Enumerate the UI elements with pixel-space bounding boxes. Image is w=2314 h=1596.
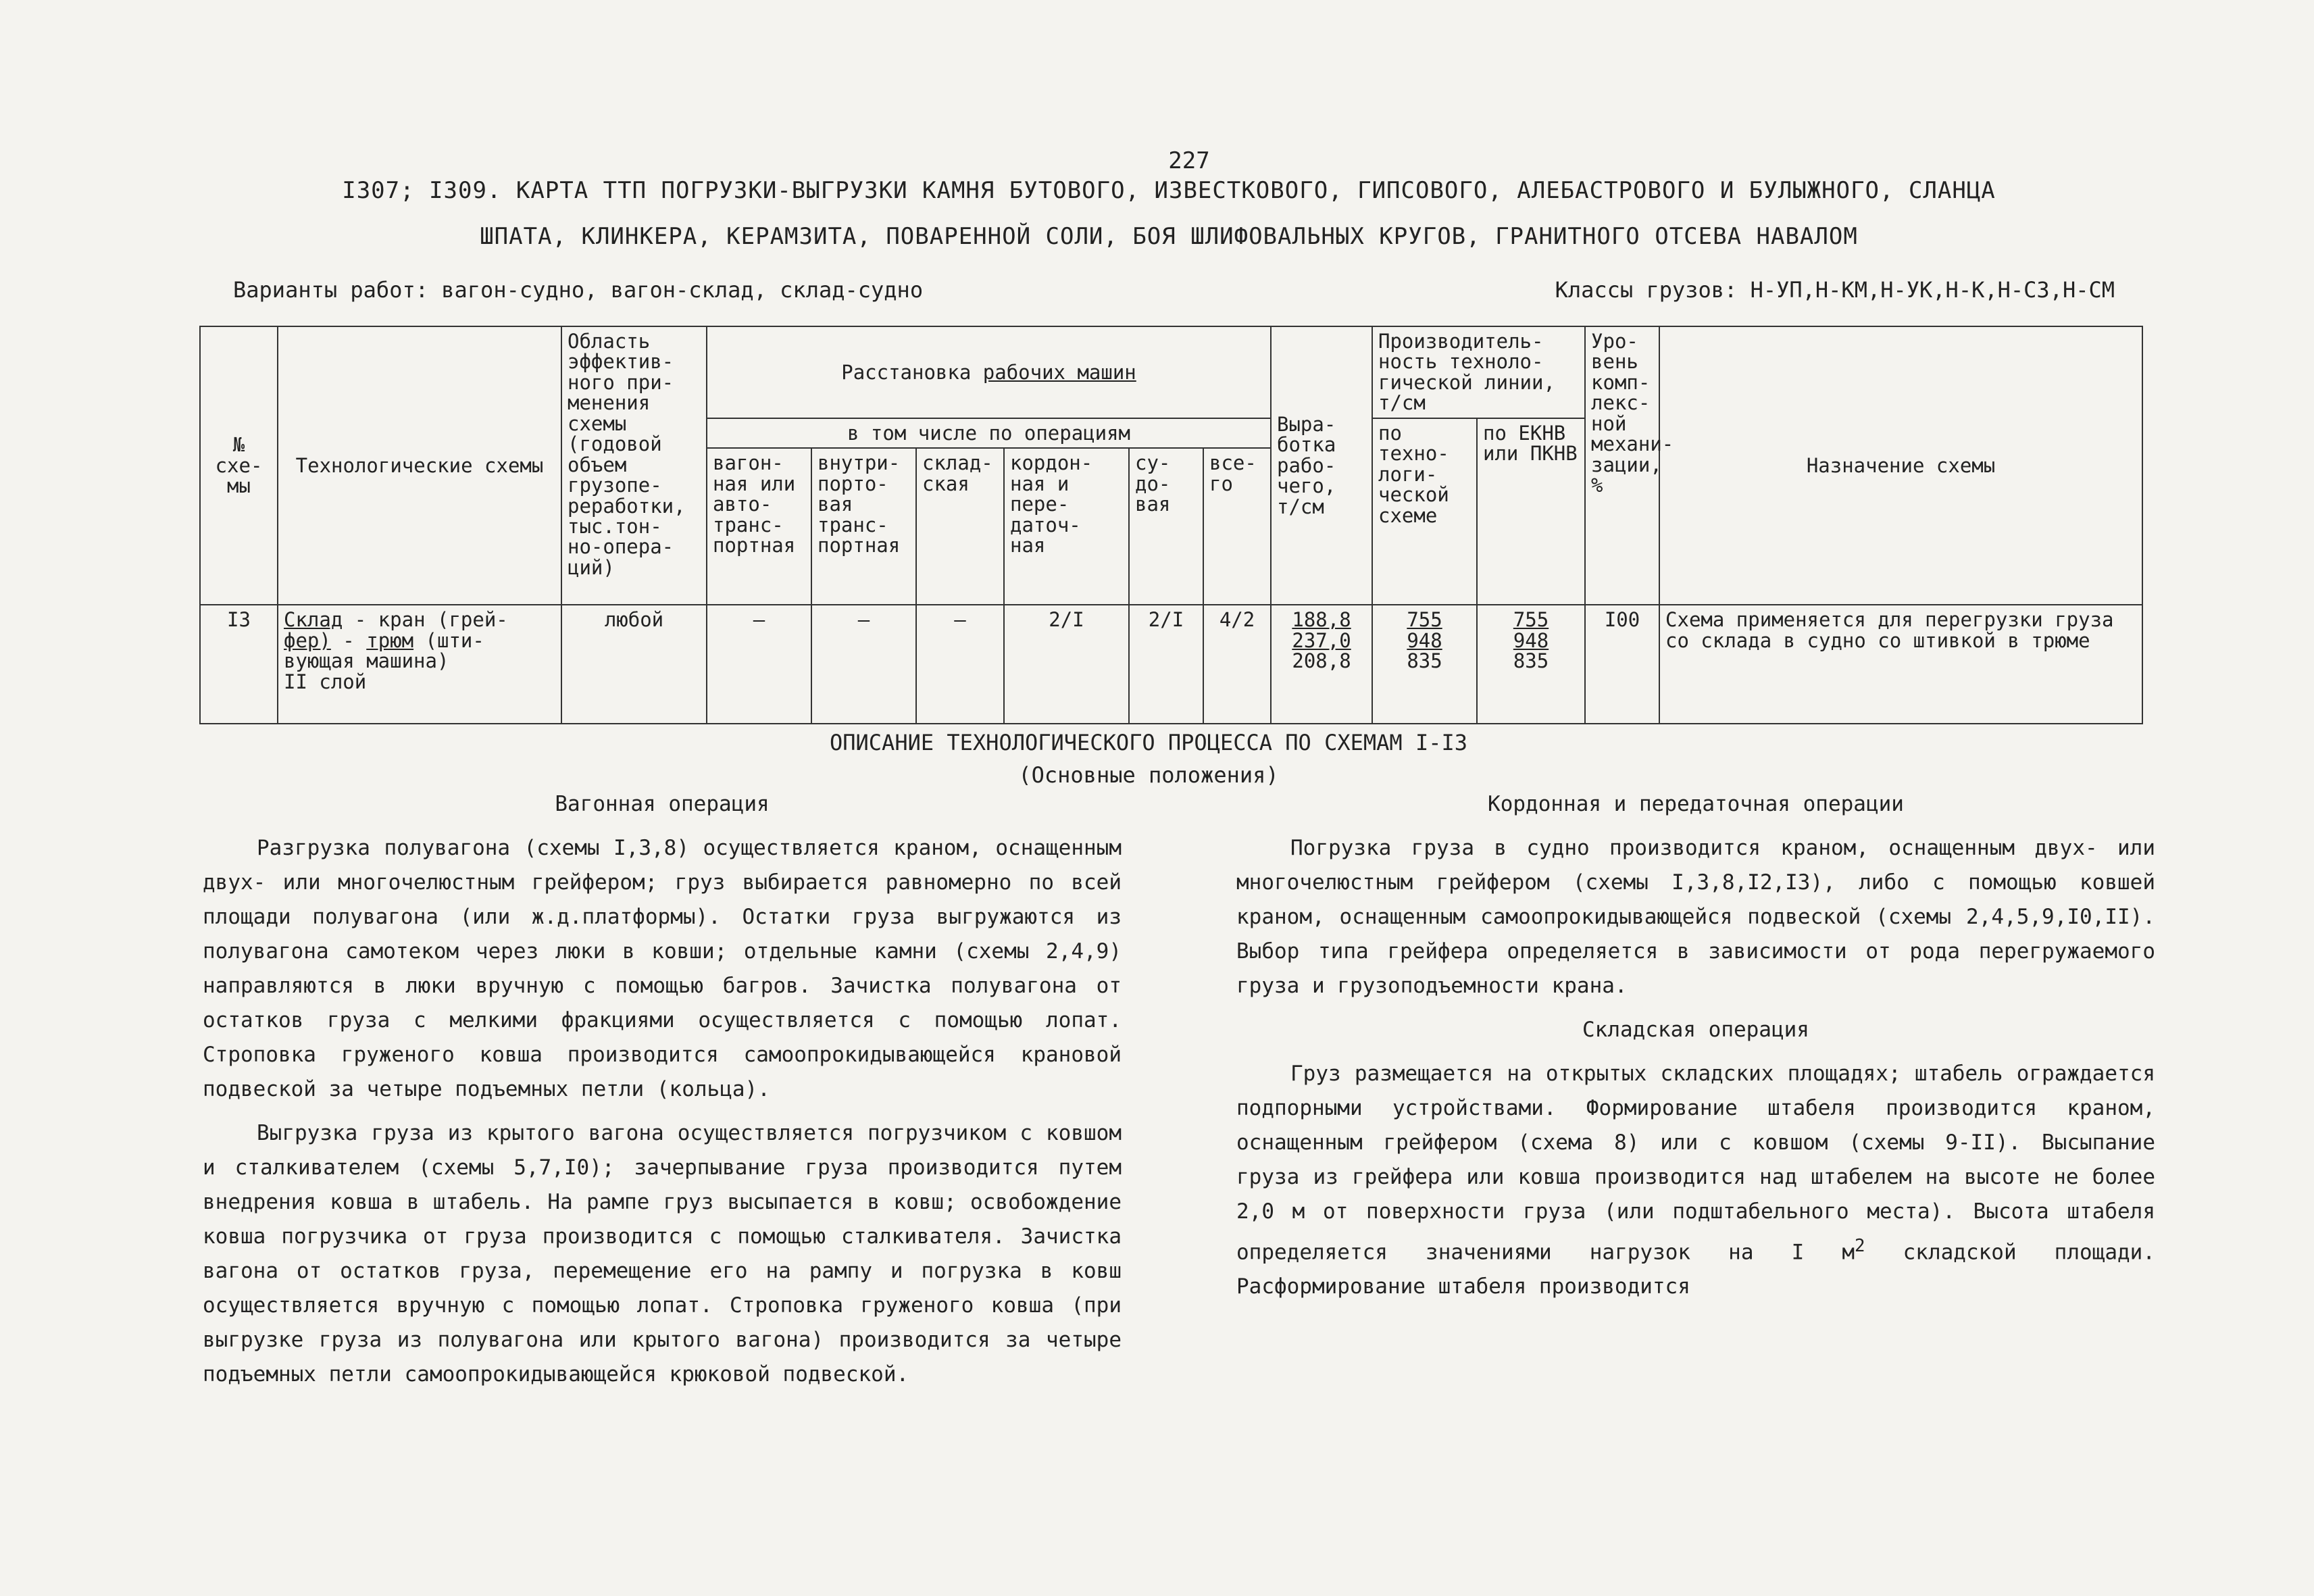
paragraph-wagon-2: Выгрузка груза из крытого вагона осуществляется погрузчиком с ковшом и сталкивателем (схемы 5,7,I0); зачерпывание груза производится путем внедрения ковша в штабель. На рампе груз высыпается в ковш; освобождение ковша погрузчика от груза производится с помощью сталкивателя. Зачистка вагона от остатков груза, перемещение его на рампу и погрузка в ковш осуществляется вручную с помощью лопат. Строповка груженого ковша (при выгрузке груза из полувагона или крытого вагона) производится за четыре подъемных петли самоопрокидывающейся крюковой подвеской.	[203, 1121, 1122, 1387]
output-value-3: 208,8	[1292, 649, 1351, 673]
prod-eknv-value-1: 755	[1513, 608, 1549, 632]
scheme-part-dash: -	[330, 628, 367, 652]
header-mechanization: Уро- вень комп- лекс- ной механи- зации, %	[1585, 326, 1659, 605]
header-scheme-no: № схе- мы	[200, 326, 278, 605]
cell-scheme-no: I3	[200, 605, 278, 724]
paragraph-warehouse-text: Груз размещается на открытых складских площадях; штабель ограждается подпорными устройствами. Формирование штабеля производится краном, оснащенным грейфером (схема 8) или с ковшом (схемы 9-II). Высыпание груза из грейфера или ковша производится над штабелем на высоте не более 2,0 м от поверхности груза (или подштабельного места). Высота штабеля определяется значениями нагрузок на I м	[1236, 1062, 2155, 1265]
cell-prod-eknv	[1477, 605, 1585, 724]
header-ship: су- до- вая	[1129, 448, 1203, 605]
page-title-line-1: I307; I309. КАРТА ТТП ПОГРУЗКИ-ВЫГРУЗКИ КАМНЯ БУТОВОГО, ИЗВЕСТКОВОГО, ГИПСОВОГО, АЛЕБАСТРОВОГО И БУЛЫЖНОГО, СЛАНЦА	[342, 177, 1996, 204]
header-purpose: Назначение схемы	[1659, 326, 2142, 605]
header-by-tech-scheme: по техно- логи- ческой схеме	[1372, 418, 1477, 605]
cell-total: 4/2	[1203, 605, 1271, 724]
section-subtitle: (Основные положения)	[1018, 762, 1279, 788]
right-column	[1236, 787, 2155, 1314]
paragraph-cordon: Погрузка груза в судно производится краном, оснащенным двух- или многочелюстным грейфером (схемы I,3,8,I2,I3), либо с помощью ковшей краном, оснащенным самоопрокидывающейся подвеской (схемы 2,4,5,9,I0,II). Выбор типа грейфера определяется в зависимости от рода перегружаемого груза и грузоподъемности крана.	[1236, 836, 2155, 998]
prod-tech-value-1: 755	[1407, 608, 1442, 632]
cell-area: любой	[561, 605, 707, 724]
page-number: 227	[1168, 147, 1210, 174]
scheme-part-grab: фер)	[284, 628, 331, 652]
scheme-part-hold: трюм	[366, 628, 414, 652]
table-row	[200, 605, 2142, 724]
header-output: Выра- ботка рабо- чего, т/см	[1271, 326, 1372, 605]
heading-cordon-operation: Кордонная и передаточная операции	[1488, 792, 1904, 816]
cell-purpose: Схема применяется для перегрузки груза со склада в судно со штивкой в трюме	[1659, 605, 2142, 724]
cell-internal: —	[811, 605, 916, 724]
heading-warehouse-operation: Складская операция	[1582, 1018, 1809, 1042]
output-value-1: 188,8	[1292, 608, 1351, 632]
header-warehouse: склад- ская	[916, 448, 1004, 605]
prod-tech-value-2: 948	[1407, 628, 1442, 652]
header-by-operations: в том числе по операциям	[707, 418, 1271, 448]
output-value-2: 237,0	[1292, 628, 1351, 652]
header-tech-schemes: Технологические схемы	[278, 326, 561, 605]
prod-tech-value-3: 835	[1407, 649, 1442, 673]
header-cordon: кордон- ная и пере- даточ- ная	[1004, 448, 1129, 605]
scheme-part-crane: - кран (грей-	[343, 608, 508, 632]
left-column	[203, 787, 1122, 1401]
header-placement-prefix: Расстановка	[841, 360, 972, 384]
cell-wagon: —	[707, 605, 811, 724]
cell-prod-tech	[1372, 605, 1477, 724]
header-by-eknv: по ЕКНВ или ПКНВ	[1477, 418, 1585, 605]
work-variants: Варианты работ: вагон-судно, вагон-склад, склад-судно	[233, 277, 924, 303]
header-internal: внутри- порто- вая транс- портная	[811, 448, 916, 605]
cell-cordon: 2/I	[1004, 605, 1129, 724]
superscript-square: 2	[1854, 1236, 1865, 1256]
cell-ship: 2/I	[1129, 605, 1203, 724]
heading-wagon-operation: Вагонная операция	[555, 792, 770, 816]
header-placement	[707, 326, 1271, 418]
header-area: Область эффектив- ного при- менения схемы (годовой объем грузопе- реработки, тыс.тон- но-опера- ций)	[561, 326, 707, 605]
page-title-line-2: ШПАТА, КЛИНКЕРА, КЕРАМЗИТА, ПОВАРЕННОЙ СОЛИ, БОЯ ШЛИФОВАЛЬНЫХ КРУГОВ, ГРАНИТНОГО ОТСЕВА НАВАЛОМ	[480, 223, 1858, 250]
header-placement-machines: рабочих машин	[982, 360, 1136, 384]
cell-output	[1271, 605, 1372, 724]
prod-eknv-value-2: 948	[1513, 628, 1549, 652]
scheme-part-layer: II слой	[284, 670, 367, 693]
header-wagon: вагон- ная или авто- транс- портная	[707, 448, 811, 605]
cell-warehouse: —	[916, 605, 1004, 724]
prod-eknv-value-3: 835	[1513, 649, 1549, 673]
cargo-classes: Классы грузов: Н-УП,Н-КМ,Н-УК,Н-К,Н-СЗ,Н-СМ	[1555, 277, 2115, 303]
tech-scheme-table	[199, 326, 2143, 724]
scheme-part-trimmer: (шти- вующая машина)	[284, 628, 484, 673]
paragraph-warehouse	[1236, 1057, 2155, 1304]
header-total: все- го	[1203, 448, 1271, 605]
scheme-part-warehouse: Склад	[284, 608, 343, 632]
cell-scheme-text	[278, 605, 561, 724]
header-productivity: Производитель- ность техноло- гической линии, т/см	[1372, 326, 1585, 418]
paragraph-wagon-1: Разгрузка полувагона (схемы I,3,8) осуществляется краном, оснащенным двух- или многочелюстным грейфером; груз выбирается равномерно по всей площади полувагона (или ж.д.платформы). Остатки груза выгружаются из полувагона самотеком через люки в ковши; отдельные камни (схемы 2,4,9) направляются в люки вручную с помощью багров. Зачистка полувагона от остатков груза с мелкими фракциями осуществляется с помощью лопат. Строповка груженого ковша производится самоопрокидывающейся крановой подвеской за четыре подъемных петли (кольца).	[203, 836, 1122, 1101]
cell-mechanization: I00	[1585, 605, 1659, 724]
paragraph-warehouse-text-end: складской площади. Расформирование штабеля производится	[1236, 1240, 2155, 1299]
section-title: ОПИСАНИЕ ТЕХНОЛОГИЧЕСКОГО ПРОЦЕССА ПО СХЕМАМ I-I3	[829, 730, 1467, 755]
